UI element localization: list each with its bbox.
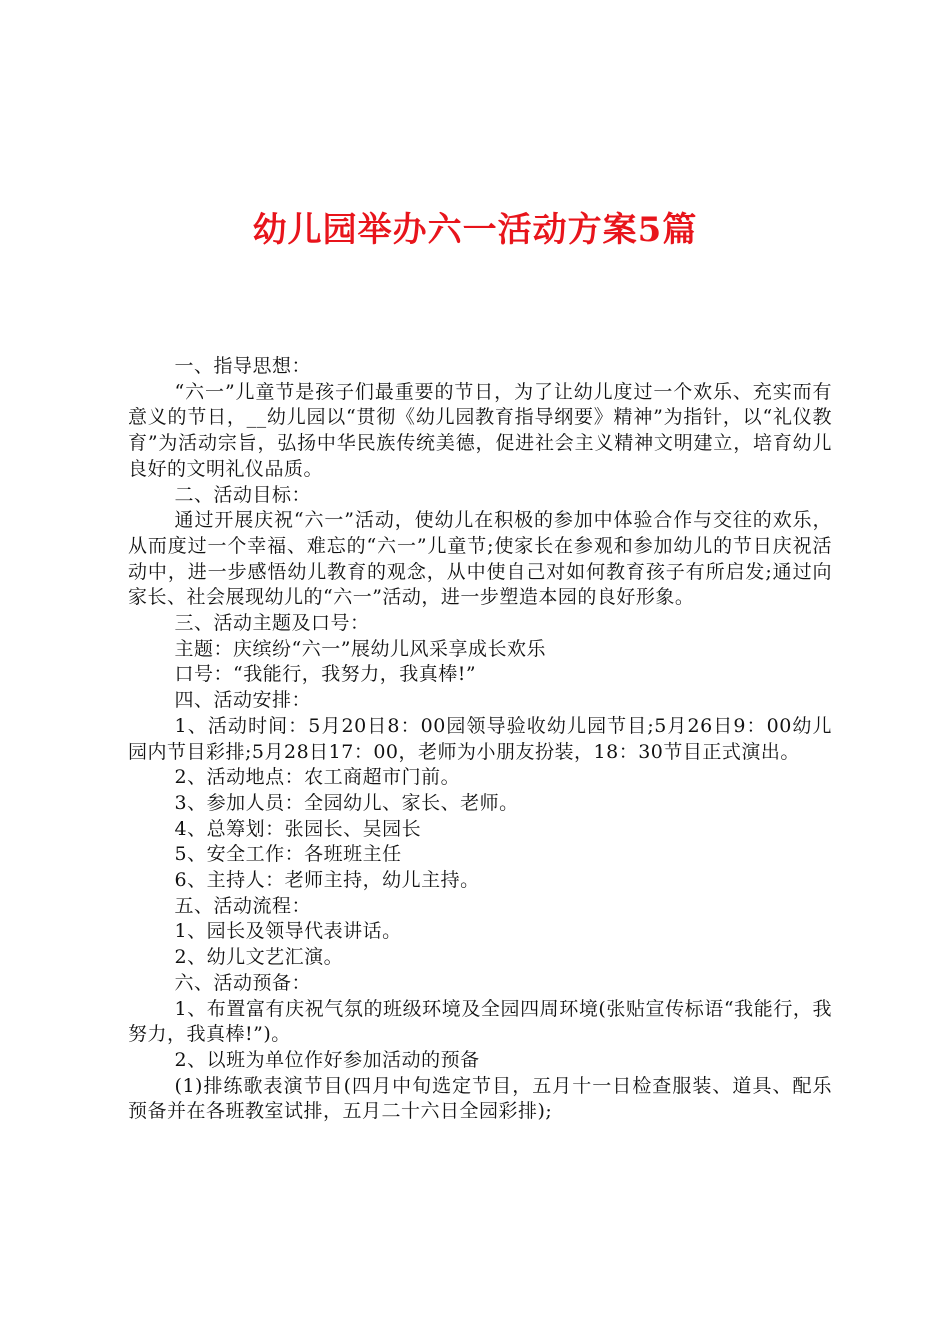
paragraph: 1、园长及领导代表讲话。 [174,920,402,943]
paragraph: 三、活动主题及口号： [174,612,370,635]
paragraph: 六、活动预备： [174,971,312,994]
document-body [128,354,832,1125]
paragraph: 3、参加人员：全园幼儿、家长、老师。 [174,791,519,814]
paragraph: 口号：“我能行，我努力，我真棒!” [174,663,477,686]
paragraph: “六一”儿童节是孩子们最重要的节日，为了让幼儿度过一个欢乐、充实而有意义的节日，__幼儿园以“贯彻《幼儿园教育指导纲要》精神”为指针，以“礼仪教育”为活动宗旨，弘扬中华民族传统美德，促进社会主义精神文明建立，培育幼儿良好的文明礼仪品质。 [128,380,832,480]
paragraph: 二、活动目标： [174,483,312,506]
paragraph: 1、布置富有庆祝气氛的班级环境及全园四周环境(张贴宣传标语“我能行，我努力，我真棒!”)。 [128,997,832,1046]
paragraph: 5、安全工作：各班班主任 [174,843,402,866]
document-title: 幼儿园举办六一活动方案5篇 [252,210,698,250]
paragraph: 2、以班为单位作好参加活动的预备 [174,1048,480,1071]
paragraph: 五、活动流程： [174,894,312,917]
paragraph: 6、主持人：老师主持，幼儿主持。 [174,869,480,892]
paragraph: 2、幼儿文艺汇演。 [174,946,344,969]
paragraph: (1)排练歌表演节目(四月中旬选定节目，五月十一日检查服装、道具、配乐预备并在各班教室试排，五月二十六日全园彩排); [128,1074,832,1123]
paragraph: 主题：庆缤纷“六一”展幼儿风采享成长欢乐 [174,637,546,660]
paragraph: 通过开展庆祝“六一”活动，使幼儿在积极的参加中体验合作与交往的欢乐，从而度过一个幸福、难忘的“六一”儿童节;使家长在参观和参加幼儿的节日庆祝活动中，进一步感悟幼儿教育的观念，从中使自己对如何教育孩子有所启发;通过向家长、社会展现幼儿的“六一”活动，进一步塑造本园的良好形象。 [128,509,832,609]
paragraph: 四、活动安排： [174,689,312,712]
paragraph: 一、指导思想： [174,355,312,377]
paragraph: 1、活动时间：5月20日8：00园领导验收幼儿园节目;5月26日9：00幼儿园内节目彩排;5月28日17：00，老师为小朋友扮装，18：30节目正式演出。 [128,714,832,763]
paragraph: 2、活动地点：农工商超市门前。 [174,766,461,789]
paragraph: 4、总筹划：张园长、吴园长 [174,817,422,840]
